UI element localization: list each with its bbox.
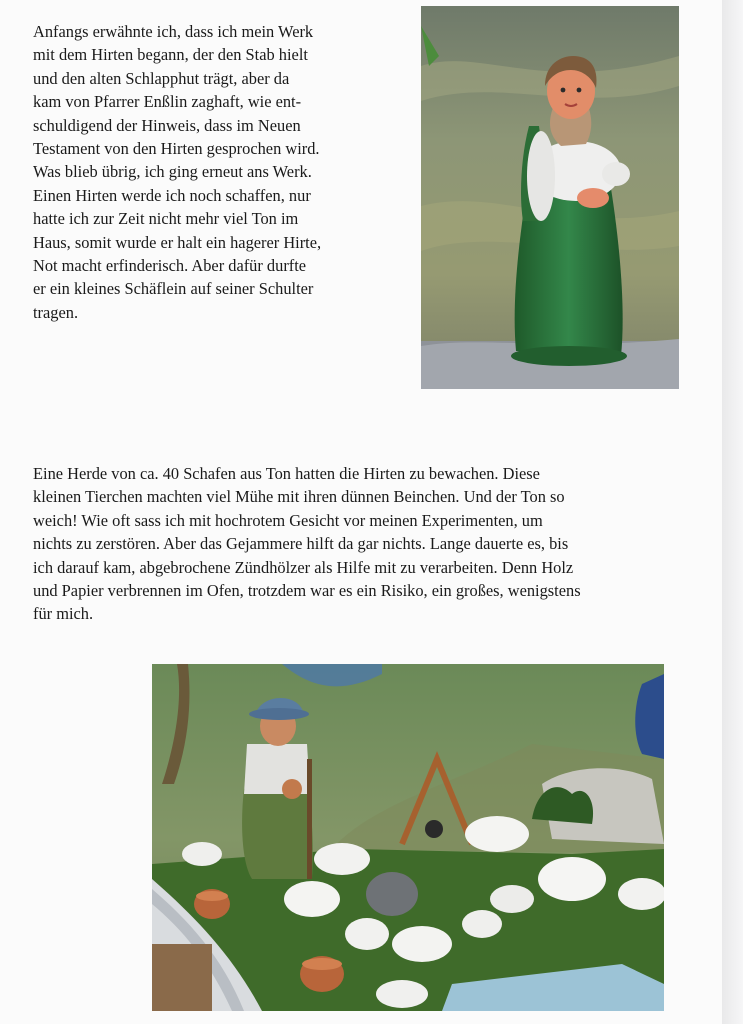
photo-clay-shepherd-with-lamb bbox=[421, 6, 679, 389]
scanned-page-edge bbox=[722, 0, 743, 1024]
paragraph-flock: Eine Herde von ca. 40 Schafen aus Ton hatten die Hirten zu bewachen. Diese kleinen Tierchen machten viel Mühe mit ihren dünnen Beinchen. Und der Ton so weich! Wie oft sass ich mit hochrotem Gesicht vor meinen Experimenten, um nichts zu zerstören. Aber das Gejammere hilft da gar nichts. Lange dauerte es, bis ich darauf kam, abgebrochene Zündhölzer als Hilfe mit zu verarbeiten. Denn Holz und Papier verbrennen im Ofen, trotzdem war es ein Risiko, ein großes, wenigstens für mich. bbox=[33, 464, 581, 624]
paragraph-shepherd: Anfangs erwähnte ich, dass ich mein Werk mit dem Hirten begann, der den Stab hielt und den alten Schlapphut trägt, aber da kam von Pfarrer Enßlin zaghaft, wie ent- schuldigend der Hinweis, dass im Neuen Testament von den Hirten gesprochen wird. Was blieb übrig, ich ging erneut ans Werk. Einen Hirten werde ich noch schaffen, nur hatte ich zur Zeit nicht mehr viel Ton im Haus, somit wurde er halt ein hagerer Hirte, Not macht erfinderisch. Aber dafür durfte er ein kleines Schäflein auf seiner Schulter tragen. bbox=[33, 22, 322, 322]
photo-clay-flock-scene bbox=[152, 664, 664, 1011]
clay-shepherd-figure bbox=[421, 6, 679, 389]
nativity-flock-diorama bbox=[152, 664, 664, 1011]
